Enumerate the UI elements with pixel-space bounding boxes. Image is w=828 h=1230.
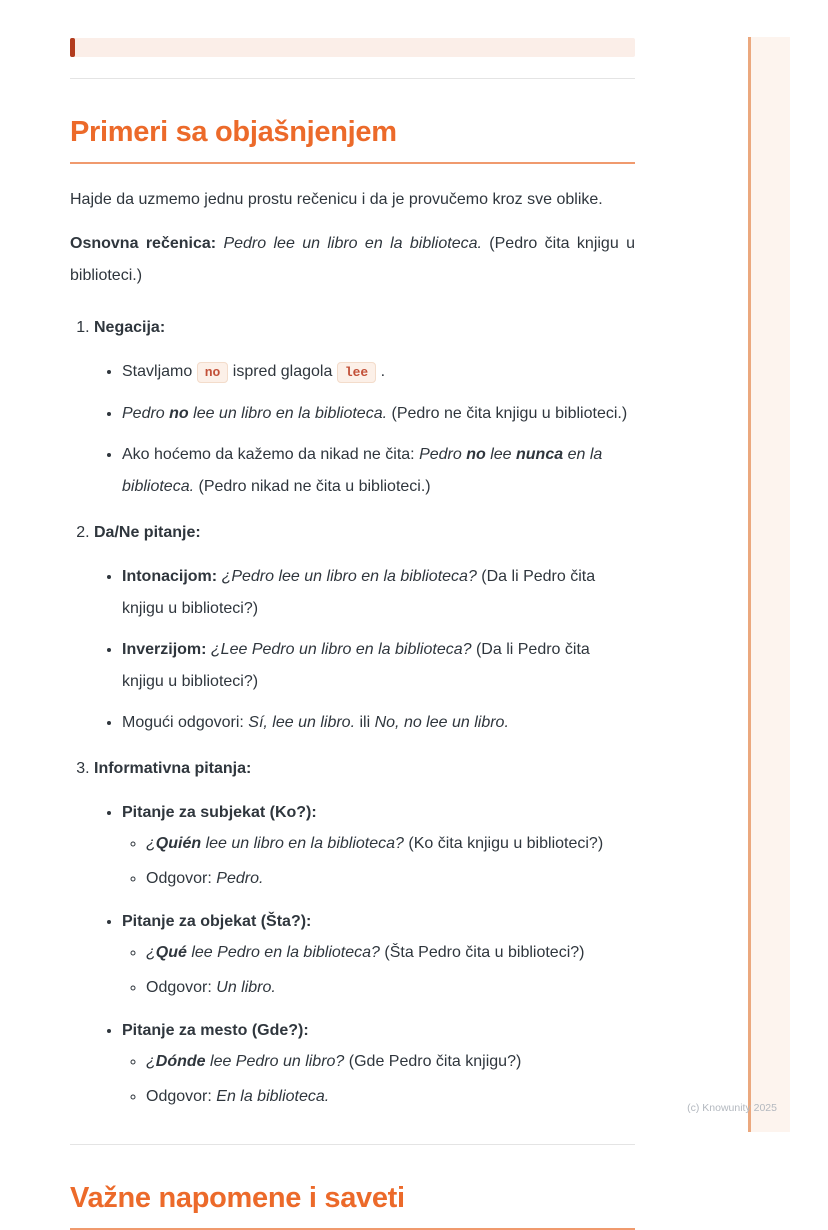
section-title-examples: Primeri sa objašnjenjem (70, 116, 397, 148)
yesno-bullets (94, 561, 635, 739)
negation-bullet-1: • Stavljamo no ispred glagola lee . (122, 356, 635, 389)
subject-sublist (122, 831, 635, 892)
copyright-notice: (c) Knowunity 2025 (687, 1102, 777, 1114)
object-sublist (122, 940, 635, 1001)
object-answer: ◦ Odgovor: Un libro. (146, 975, 635, 1001)
base-sentence-paragraph (70, 228, 635, 292)
place-sublist (122, 1049, 635, 1110)
previous-block-remnant (70, 38, 635, 57)
intro-paragraph: Hajde da uzmemo jednu prostu rečenicu i da je provučemo kroz sve oblike. (70, 191, 603, 208)
negation-bullets (94, 356, 635, 503)
page-edge-strip (748, 37, 790, 1132)
info-title: Informativna pitanja: (94, 760, 252, 777)
section-divider-top (70, 78, 635, 79)
subject-answer: ◦ Odgovor: Pedro. (146, 866, 635, 892)
info-bullets (94, 797, 635, 1110)
list-item-negation (94, 312, 635, 503)
negation-bullet-2: • Pedro no lee un libro en la biblioteca. (Pedro ne čita knjigu u biblioteci.) (122, 398, 635, 430)
list-item-yesno-question (94, 517, 635, 739)
info-bullet-place (122, 1015, 635, 1110)
info-bullet-subject (122, 797, 635, 892)
subject-question: ◦ ¿Quién lee un libro en la biblioteca? (Ko čita knjigu u biblioteci?) (146, 831, 635, 857)
subject-question-title: Pitanje za subjekat (Ko?): (122, 804, 317, 821)
negation-bullet-3: • Ako hoćemo da kažemo da nikad ne čita: Pedro no lee nunca en la biblioteca. (Pedro nikad ne čita u biblioteci.) (122, 439, 635, 503)
yesno-bullet-answers: • Mogući odgovori: Sí, lee un libro. ili No, no lee un libro. (122, 707, 635, 739)
examples-list (70, 312, 635, 1110)
base-sentence-translation: (Pedro čita knjigu u biblioteci.) (70, 235, 635, 284)
yesno-bullet-intonation: • Intonacijom: ¿Pedro lee un libro en la biblioteca? (Da li Pedro čita knjigu u biblioteci?) (122, 561, 635, 625)
object-question-title: Pitanje za objekat (Šta?): (122, 913, 312, 930)
section-divider-bottom (70, 1144, 635, 1145)
place-answer: ◦ Odgovor: En la biblioteca. (146, 1084, 635, 1110)
object-question: ◦ ¿Qué lee Pedro en la biblioteca? (Šta Pedro čita u biblioteci?) (146, 940, 635, 966)
negation-title: Negacija: (94, 319, 166, 336)
code-chip-lee: lee (337, 362, 376, 383)
heading-underline (70, 162, 635, 164)
document-page (70, 38, 635, 1230)
place-question-title: Pitanje za mesto (Gde?): (122, 1022, 309, 1039)
base-sentence-label: Osnovna rečenica: (70, 235, 224, 252)
yesno-title: Da/Ne pitanje: (94, 524, 201, 541)
base-sentence-spanish: Pedro lee un libro en la biblioteca. (223, 235, 490, 252)
section-title-notes: Važne napomene i saveti (70, 1182, 405, 1214)
yesno-bullet-inversion: • Inverzijom: ¿Lee Pedro un libro en la biblioteca? (Da li Pedro čita knjigu u biblioteci?) (122, 634, 635, 698)
info-bullet-object (122, 906, 635, 1001)
code-chip-no: no (197, 362, 229, 383)
block-accent-marker (70, 38, 75, 57)
place-question: ◦ ¿Dónde lee Pedro un libro? (Gde Pedro čita knjigu?) (146, 1049, 635, 1075)
list-item-info-questions (94, 753, 635, 1110)
